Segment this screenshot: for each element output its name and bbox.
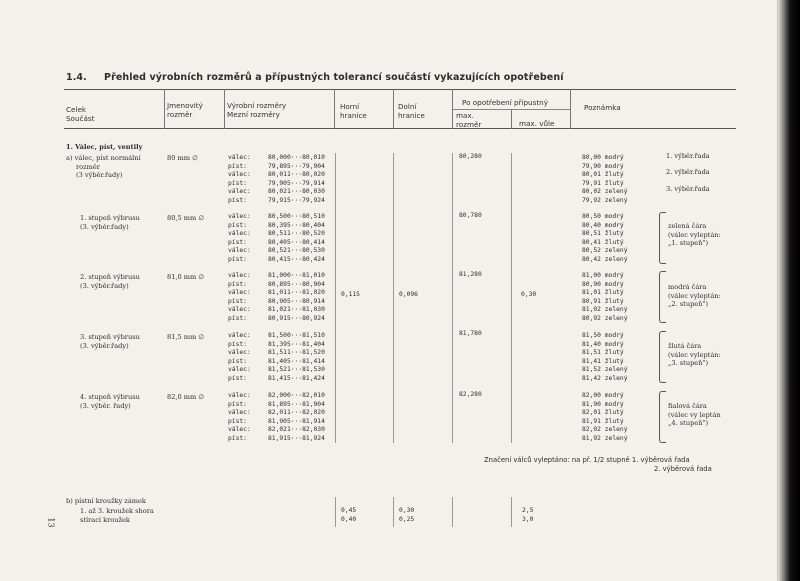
rings-div-3 [452, 497, 453, 527]
poznamka-item: 80,91 žlutý [582, 297, 624, 305]
range: 80,915···80,924 [268, 314, 325, 322]
ring-dolni: 0,30 [399, 507, 415, 514]
caption-line: fialová čára [668, 402, 707, 410]
range: 81,415···81,424 [268, 374, 325, 382]
group-4-parts [228, 392, 251, 443]
part: válec: [228, 426, 251, 433]
range: 81,405···81,414 [268, 357, 325, 365]
ring-horni: 0,40 [341, 515, 357, 523]
caption-line: (válec vyleptán: [668, 230, 721, 239]
group-1-max: 80,780 [459, 212, 482, 219]
group-a-name-2: rozměr [76, 162, 100, 171]
group-1-parts [228, 213, 251, 264]
hdr-horni-1: Horní [340, 102, 360, 111]
group-a-max: 80,280 [459, 153, 482, 160]
group-3-name-1: 3. stupeň výbrusu [80, 333, 140, 341]
part: válec: [228, 213, 251, 220]
poznamka-item: 81,41 žlutý [582, 357, 624, 365]
group-4-name-1: 4. stupeň výbrusu [80, 393, 140, 401]
page-number: 13 [46, 517, 56, 528]
caption-line: (válec vyleptán: [668, 291, 721, 300]
ring-dolni: 0,25 [399, 515, 415, 523]
range: 81,521···81,530 [268, 366, 325, 373]
range: 80,905···80,914 [268, 297, 325, 305]
poznamka-item: 80,40 modrý [582, 221, 624, 229]
marking-note-line-2: 2. výběrová řada [654, 464, 712, 473]
ring-item: stírací kroužek [80, 515, 130, 524]
hdr-celek-2: Součást [66, 114, 95, 123]
poznamka-item: 81,00 modrý [582, 272, 624, 279]
range: 81,511···81,520 [268, 349, 325, 356]
ring-horni: 0,45 [341, 507, 357, 514]
group-a-poznamka [582, 154, 628, 205]
section-title [66, 72, 564, 83]
range: 80,521···80,530 [268, 247, 325, 254]
poznamka-item: 81,52 zelený [582, 366, 628, 373]
range: 81,000···81,010 [268, 272, 325, 279]
part: válec: [228, 171, 251, 178]
poznamka-item: 79,90 modrý [582, 162, 624, 170]
group-2-name-2: (3. výběr.řady) [80, 281, 129, 290]
part: píst: [228, 417, 247, 425]
group-a-ranges [268, 154, 325, 205]
group-3-ranges [268, 332, 325, 383]
group-4-nominal: 82,0 mm ∅ [167, 393, 205, 401]
hdr-jmenovity-1: Jmenovitý [167, 101, 203, 110]
group-2-name [80, 273, 140, 290]
range: 81,500···81,510 [268, 332, 325, 339]
group-3-poznamka [582, 332, 628, 383]
poznamka-item: 81,42 zelený [582, 374, 628, 382]
section-number: 1.4. [66, 72, 87, 83]
poznamka-item: 80,90 modrý [582, 280, 624, 288]
body-div-horni [335, 153, 336, 443]
rings-horni [341, 507, 356, 524]
poznamka-item: 81,01 žlutý [582, 289, 624, 296]
range: 80,500···80,510 [268, 213, 325, 220]
poznamka-item: 80,92 zelený [582, 314, 628, 322]
poznamka-item: 80,00 modrý [582, 154, 624, 161]
part: válec: [228, 332, 251, 339]
part: píst: [228, 340, 247, 348]
poznamka-item: 81,51 žlutý [582, 349, 624, 356]
rings-dolni [399, 507, 414, 524]
part: píst: [228, 238, 247, 246]
hdr-vyrobni [227, 101, 286, 119]
range: 81,895···81,904 [268, 400, 325, 408]
marking-note-line-1: Značení válců vyleptáno: na př. 1/2 stupně 1. výběrová řada [484, 456, 690, 464]
part: píst: [228, 162, 247, 170]
group-1-ranges [268, 213, 325, 264]
part: válec: [228, 409, 251, 416]
poznamka-item: 79,91 žlutý [582, 179, 624, 187]
body-div-max [452, 153, 453, 443]
group-2-ranges [268, 272, 325, 323]
page-edge [778, 0, 800, 581]
hdr-dolni [398, 102, 425, 120]
range: 80,021···80,030 [268, 188, 325, 195]
poznamka-item: 79,92 zelený [582, 196, 628, 204]
group-2-nominal: 81,0 mm ∅ [167, 273, 205, 281]
group-4-brace [659, 391, 666, 443]
group-1-name-2: (3. výběr.řady) [80, 222, 129, 231]
group-1-name-1: 1. stupeň výbrusu [80, 214, 140, 222]
group-a-name-1: a) válec, píst normální [66, 154, 141, 162]
group-3-name-2: (3. výběr.řady) [80, 341, 129, 350]
poznamka-item: 82,01 žlutý [582, 409, 624, 416]
part: válec: [228, 289, 251, 296]
range: 80,511···80,520 [268, 230, 325, 237]
caption-line: žlutá čára [668, 342, 702, 350]
range: 79,905···79,914 [268, 179, 325, 187]
group-2-poznamka [582, 272, 628, 323]
poznamka-item: 81,50 modrý [582, 332, 624, 339]
rings-items [80, 507, 154, 524]
hdr-jmenovity-2: rozměr [167, 110, 193, 119]
group-3-parts [228, 332, 251, 383]
hdr-div-5 [452, 89, 453, 129]
range: 80,000···80,010 [268, 154, 325, 161]
part: píst: [228, 374, 247, 382]
rings-vule [522, 507, 533, 524]
caption-line: „1. stupeň") [668, 239, 709, 248]
range: 82,011···82,020 [268, 409, 325, 416]
range: 81,395···81,404 [268, 340, 325, 348]
part: píst: [228, 314, 247, 322]
horni-common: 0,115 [341, 291, 360, 298]
part: válec: [228, 349, 251, 356]
group-3-name [80, 333, 140, 350]
hdr-horni-2: hranice [340, 111, 367, 120]
poznamka-item: 80,41 žlutý [582, 238, 624, 246]
rings-div-4 [511, 497, 512, 527]
hdr-horni [340, 102, 367, 120]
hdr-div-3 [334, 89, 335, 129]
part: válec: [228, 272, 251, 279]
hdr-div-6 [511, 109, 512, 129]
body-div-dolni [393, 153, 394, 443]
ring-item: 1. až 3. kroužek shora [80, 507, 154, 515]
group-2-parts [228, 272, 251, 323]
part: píst: [228, 400, 247, 408]
range: 80,405···80,414 [268, 238, 325, 246]
group-2-name-1: 2. stupeň výbrusu [80, 273, 140, 281]
binding-line [777, 0, 778, 581]
hdr-max-rozmer-2: rozměr [456, 120, 482, 129]
caption-line: „4. stupeň") [668, 419, 709, 428]
hdr-div-2 [224, 89, 225, 129]
hdr-dolni-1: Dolní [398, 102, 417, 111]
poznamka-item: 80,52 zelený [582, 247, 628, 254]
range: 79,895···79,904 [268, 162, 325, 170]
range: 79,915···79,924 [268, 196, 325, 204]
hdr-div-4 [393, 89, 394, 129]
part: píst: [228, 196, 247, 204]
part: válec: [228, 247, 251, 254]
poznamka-item: 82,00 modrý [582, 392, 624, 399]
hdr-poznamka: Poznámka [584, 103, 621, 112]
part: píst: [228, 280, 247, 288]
group-4-ranges [268, 392, 325, 443]
caption-line: zelená čára [668, 222, 707, 230]
range: 80,395···80,404 [268, 221, 325, 229]
section-title-text: Přehled výrobních rozměrů a přípustných tolerancí součástí vykazujících opotřebení [104, 72, 564, 83]
group-3-max: 81,780 [459, 330, 482, 337]
dolni-common: 0,096 [399, 291, 418, 298]
hdr-vyrobni-1: Výrobní rozměry [227, 101, 287, 110]
group-1-name [80, 214, 140, 231]
group-4-name [80, 393, 140, 410]
group-2-caption [668, 283, 721, 309]
group-3-brace [659, 331, 666, 383]
group-a-name [66, 154, 141, 180]
range: 80,011···80,020 [268, 171, 325, 178]
hdr-max-vule: max. vůle [519, 119, 555, 128]
part: válec: [228, 392, 251, 399]
range: 80,415···80,424 [268, 255, 325, 263]
rada-2: 2. výběr.řada [666, 168, 710, 176]
group-1-poznamka [582, 213, 628, 264]
ring-vule: 2,5 [522, 507, 534, 514]
rings-div-2 [393, 497, 394, 527]
poznamka-item: 80,01 žlutý [582, 171, 624, 178]
hdr-max-rozmer [456, 111, 481, 129]
part: válec: [228, 154, 251, 161]
hdr-celek-1: Celek [66, 105, 87, 114]
part: válec: [228, 230, 251, 237]
rada-3: 3. výběr.řada [666, 185, 710, 193]
poznamka-item: 81,91 žlutý [582, 417, 624, 425]
vule-common: 0,30 [521, 291, 537, 298]
range: 81,915···81,924 [268, 434, 325, 442]
hdr-vyrobni-2: Mezní rozměry [227, 110, 280, 119]
caption-line: „3. stupeň") [668, 359, 709, 368]
group-a-name-3: (3 výběr.řady) [76, 171, 123, 180]
section1-label: 1. Válec, píst, ventily [66, 143, 143, 151]
range: 81,905···81,914 [268, 417, 325, 425]
part: píst: [228, 255, 247, 263]
group-4-max: 82,280 [459, 391, 482, 398]
poznamka-item: 81,02 zelený [582, 306, 628, 313]
group-2-brace [659, 271, 666, 323]
caption-line: (válec vyleptán: [668, 350, 721, 359]
part: píst: [228, 357, 247, 365]
hdr-celek [66, 105, 94, 123]
range: 80,895···80,904 [268, 280, 325, 288]
group-4-name-2: (3. výběr. řady) [80, 401, 131, 410]
group-3-caption [668, 342, 721, 368]
range: 82,021···82,030 [268, 426, 325, 433]
hdr-dolni-2: hranice [398, 111, 425, 120]
range: 81,011···81,020 [268, 289, 325, 296]
rings-label: b) pístní kroužky zámek [66, 497, 146, 505]
hdr-max-rozmer-1: max. [456, 111, 474, 120]
group-a-nominal: 80 mm ∅ [167, 154, 198, 162]
ring-vule: 3,0 [522, 515, 534, 523]
marking-note [484, 456, 712, 473]
group-1-caption [668, 222, 721, 248]
range: 82,000···82,010 [268, 392, 325, 399]
poznamka-item: 80,42 zelený [582, 255, 628, 263]
poznamka-item: 82,02 zelený [582, 426, 628, 433]
group-1-brace [659, 212, 666, 264]
group-4-caption [668, 402, 721, 428]
group-1-nominal: 80,5 mm ∅ [167, 214, 205, 222]
poznamka-item: 81,90 modrý [582, 400, 624, 408]
caption-line: (válec vy leptán [668, 410, 721, 419]
part: píst: [228, 221, 247, 229]
part: válec: [228, 366, 251, 373]
part: válec: [228, 306, 251, 313]
group-4-poznamka [582, 392, 628, 443]
poznamka-item: 80,50 modrý [582, 213, 624, 220]
part: píst: [228, 179, 247, 187]
poznamka-item: 81,92 zelený [582, 434, 628, 442]
group-a-parts [228, 154, 251, 205]
caption-line: „2. stupeň") [668, 300, 709, 309]
poznamka-item: 80,51 žlutý [582, 230, 624, 237]
hdr-jmenovity [167, 101, 203, 119]
body-div-vule [511, 153, 512, 443]
hdr-div-7 [570, 89, 571, 129]
rada-1: 1. výběr.řada [666, 152, 710, 160]
rings-div-1 [335, 497, 336, 527]
poznamka-item: 81,40 modrý [582, 340, 624, 348]
part: píst: [228, 297, 247, 305]
hdr-po-opotrebeni: Po opotřebení přípustný [462, 98, 548, 107]
range: 81,021···81,030 [268, 306, 325, 313]
part: válec: [228, 188, 251, 195]
group-2-max: 81,280 [459, 271, 482, 278]
part: píst: [228, 434, 247, 442]
hdr-div-1 [164, 89, 165, 129]
poznamka-item: 80,02 zelený [582, 188, 628, 195]
caption-line: modrá čára [668, 283, 707, 291]
group-3-nominal: 81,5 mm ∅ [167, 333, 205, 341]
